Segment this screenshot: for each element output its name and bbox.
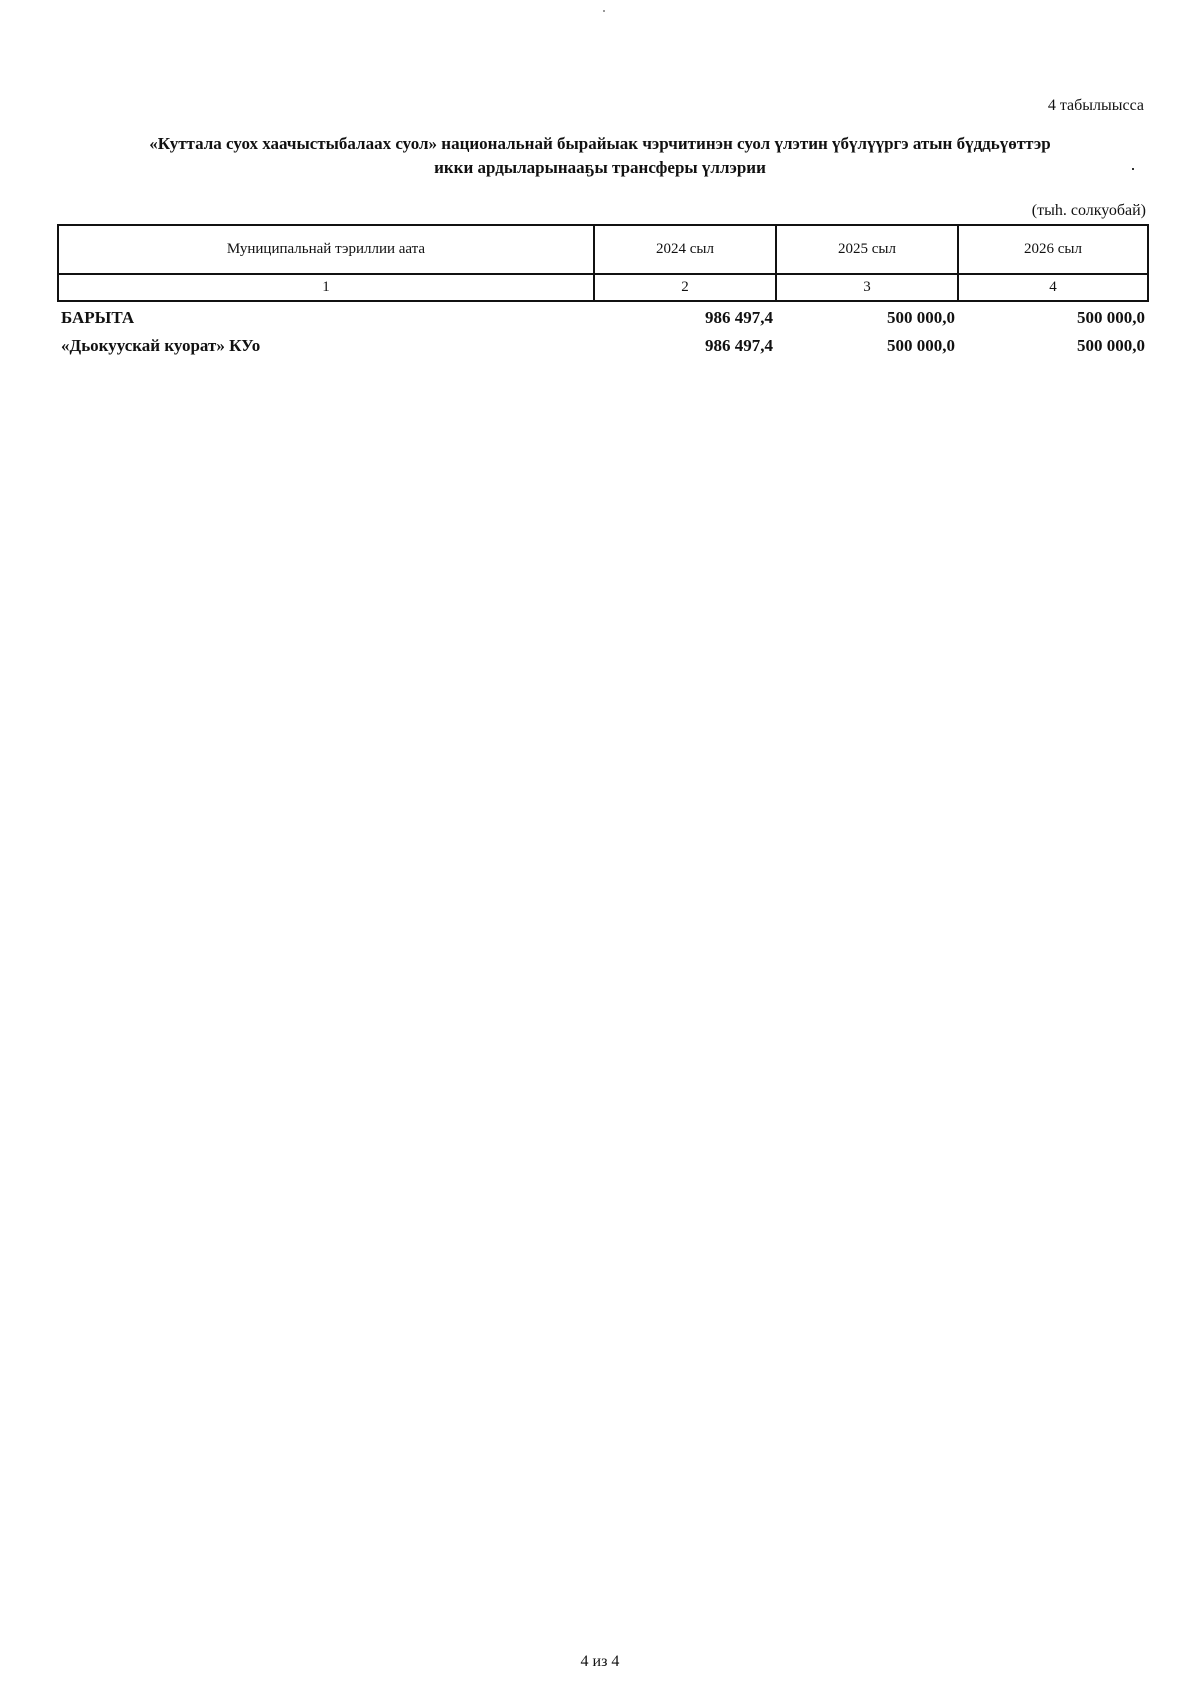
scan-mark: [603, 10, 605, 12]
value-2025: 500 000,0: [887, 336, 955, 355]
column-number: 4: [958, 274, 1148, 301]
scan-dot: [1132, 168, 1134, 170]
header-2026: 2026 сыл: [958, 225, 1148, 274]
annex-label: 4 табылыысса: [1047, 97, 1144, 114]
value-2025: 500 000,0: [887, 308, 955, 327]
header-municipality: Муниципальнай тэриллии аата: [58, 225, 594, 274]
header-table: [57, 224, 1149, 302]
data-table: [59, 304, 1147, 360]
page-number: 4 из 4: [580, 1653, 620, 1670]
title-line-2: икки ардыларынааҕы трансферы үллэрии: [434, 158, 766, 177]
header-row: [58, 225, 1148, 274]
column-number: 1: [58, 274, 594, 301]
value-2024: 986 497,4: [705, 308, 773, 327]
column-number: 2: [594, 274, 776, 301]
header-2025: 2025 сыл: [776, 225, 958, 274]
header-2024: 2024 сыл: [594, 225, 776, 274]
column-number: 3: [776, 274, 958, 301]
value-2026: 500 000,0: [1077, 336, 1145, 355]
row-name: БАРЫТА: [61, 308, 135, 327]
value-2024: 986 497,4: [705, 336, 773, 355]
document-title: [60, 132, 1140, 180]
unit-label: (тыһ. солкуобай): [1031, 202, 1146, 219]
value-2026: 500 000,0: [1077, 308, 1145, 327]
table-row-total: [59, 304, 1147, 332]
row-name: «Дьокуускай куорат» КУо: [61, 336, 261, 355]
title-line-1: «Куттала суох хаачыстыбалаах суол» национальнай бырайыак чэрчитинэн суол үлэтин үбүлүүргэ атын бүддьүөттэр: [149, 134, 1051, 153]
column-number-row: [58, 274, 1148, 301]
table-row: [59, 332, 1147, 360]
